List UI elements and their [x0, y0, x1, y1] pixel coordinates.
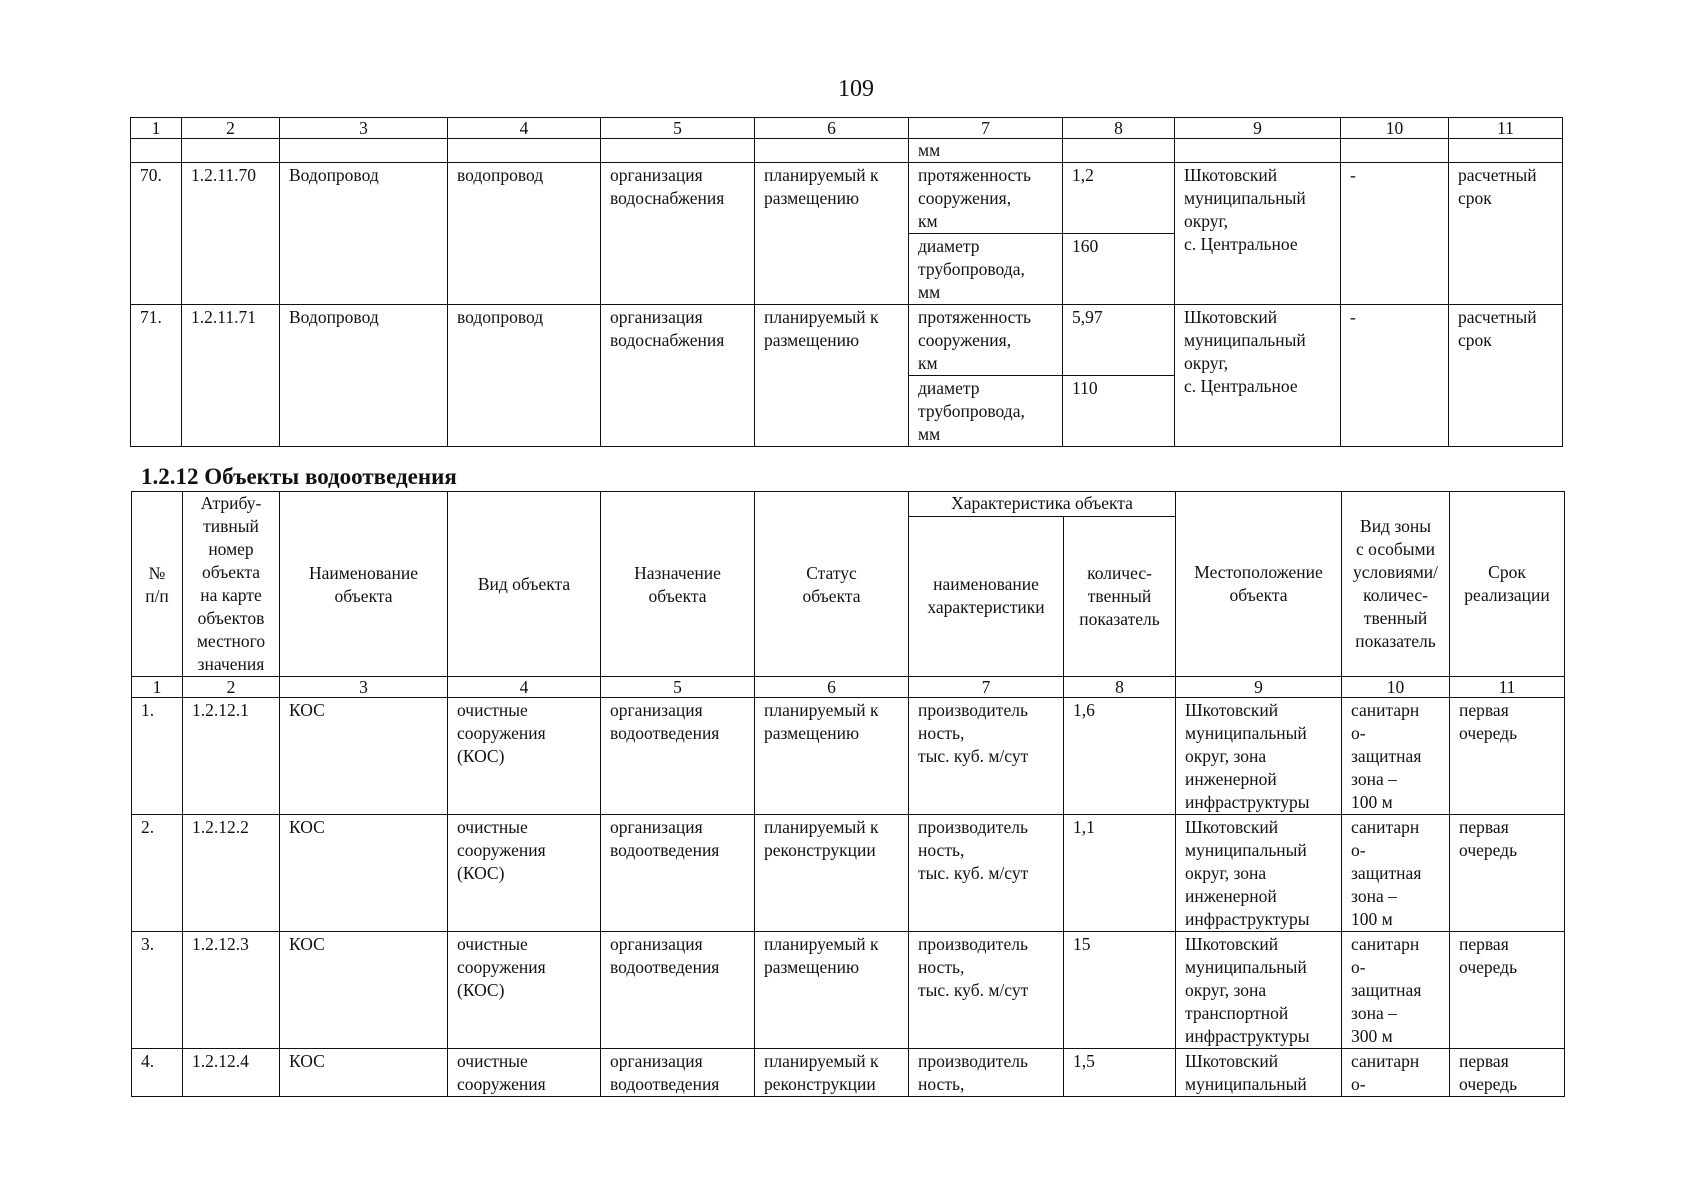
attribute-number: 1.2.11.71: [182, 305, 280, 447]
object-location: Шкотовский муниципальный округ, с. Центральное: [1175, 305, 1341, 447]
attribute-number: 1.2.12.4: [183, 1049, 280, 1097]
col-number: 9: [1175, 118, 1341, 139]
header-special-zone: Вид зоны с особыми условиями/ количес- твенный показатель: [1342, 492, 1450, 677]
header-characteristic-name: наименование характеристики: [909, 516, 1064, 676]
section-heading: 1.2.12 Объекты водоотведения: [141, 464, 457, 489]
object-location: Шкотовский муниципальный округ, зона инженерной инфраструктуры: [1176, 815, 1342, 932]
header-characteristic-value: количес- твенный показатель: [1064, 516, 1176, 676]
implementation-term: первая очередь: [1450, 1049, 1565, 1097]
column-number-row: [132, 677, 1565, 698]
object-purpose: организация водоотведения: [601, 932, 755, 1049]
col-number: 1: [132, 677, 183, 698]
table-cell: мм: [909, 139, 1063, 163]
col-number: 5: [601, 118, 755, 139]
object-status: планируемый к размещению: [755, 932, 909, 1049]
col-number: 6: [755, 118, 909, 139]
characteristic-value: 110: [1063, 376, 1175, 447]
header-object-purpose: Назначение объекта: [601, 492, 755, 677]
object-name: КОС: [280, 698, 448, 815]
object-purpose: организация водоснабжения: [601, 163, 755, 305]
row-number: 4.: [132, 1049, 183, 1097]
characteristic-value: 1,6: [1064, 698, 1176, 815]
header-location: Местоположение объекта: [1176, 492, 1342, 677]
special-zone: -: [1341, 305, 1449, 447]
header-number: № п/п: [132, 492, 183, 677]
object-location: Шкотовский муниципальный округ, зона транспортной инфраструктуры: [1176, 932, 1342, 1049]
object-location: Шкотовский муниципальный: [1176, 1049, 1342, 1097]
special-zone: санитарн о- защитная зона – 100 м: [1342, 815, 1450, 932]
object-kind: очистные сооружения (КОС): [448, 815, 601, 932]
object-purpose: организация водоотведения: [601, 815, 755, 932]
characteristic-name: протяженность сооружения, км: [909, 305, 1063, 376]
attribute-number: 1.2.12.2: [183, 815, 280, 932]
attribute-number: 1.2.11.70: [182, 163, 280, 305]
row-number: 71.: [131, 305, 182, 447]
object-name: КОС: [280, 932, 448, 1049]
header-object-name: Наименование объекта: [280, 492, 448, 677]
table-row: [132, 815, 1565, 932]
implementation-term: расчетный срок: [1449, 163, 1563, 305]
object-name: Водопровод: [280, 163, 448, 305]
col-number: 7: [909, 677, 1064, 698]
attribute-number: 1.2.12.3: [183, 932, 280, 1049]
table-row: [131, 163, 1563, 234]
object-status: планируемый к размещению: [755, 698, 909, 815]
col-number: 4: [448, 677, 601, 698]
col-number: 2: [182, 118, 280, 139]
characteristic-value: 1,5: [1064, 1049, 1176, 1097]
col-number: 8: [1064, 677, 1176, 698]
characteristic-value: 1,2: [1063, 163, 1175, 234]
object-status: планируемый к реконструкции: [755, 1049, 909, 1097]
water-supply-table: [130, 117, 1563, 447]
col-number: 5: [601, 677, 755, 698]
wastewater-table-body: [132, 698, 1565, 1097]
col-number: 10: [1342, 677, 1450, 698]
characteristic-name: производитель ность,: [909, 1049, 1064, 1097]
col-number: 8: [1063, 118, 1175, 139]
header-row: [132, 492, 1565, 517]
row-number: 1.: [132, 698, 183, 815]
column-number-row: [131, 118, 1563, 139]
attribute-number: 1.2.12.1: [183, 698, 280, 815]
header-attribute-number: Атрибу- тивный номер объекта на карте объектов местного значения: [183, 492, 280, 677]
header-object-status: Статус объекта: [755, 492, 909, 677]
implementation-term: расчетный срок: [1449, 305, 1563, 447]
col-number: 11: [1449, 118, 1563, 139]
header-characteristic-group: Характеристика объекта: [909, 492, 1176, 517]
header-object-kind: Вид объекта: [448, 492, 601, 677]
object-purpose: организация водоснабжения: [601, 305, 755, 447]
table-row: [132, 698, 1565, 815]
characteristic-value: 15: [1064, 932, 1176, 1049]
object-status: планируемый к реконструкции: [755, 815, 909, 932]
special-zone: санитарн о-: [1342, 1049, 1450, 1097]
characteristic-value: 5,97: [1063, 305, 1175, 376]
special-zone: санитарн о- защитная зона – 300 м: [1342, 932, 1450, 1049]
continued-row: [131, 139, 1563, 163]
col-number: 3: [280, 118, 448, 139]
object-location: Шкотовский муниципальный округ, с. Центральное: [1175, 163, 1341, 305]
object-name: Водопровод: [280, 305, 448, 447]
table-row: [132, 1049, 1565, 1097]
characteristic-name: диаметр трубопровода, мм: [909, 234, 1063, 305]
object-kind: водопровод: [448, 305, 601, 447]
col-number: 6: [755, 677, 909, 698]
col-number: 7: [909, 118, 1063, 139]
row-number: 70.: [131, 163, 182, 305]
characteristic-name: производитель ность, тыс. куб. м/сут: [909, 815, 1064, 932]
object-kind: очистные сооружения (КОС): [448, 932, 601, 1049]
header-implementation-term: Срок реализации: [1450, 492, 1565, 677]
col-number: 11: [1450, 677, 1565, 698]
col-number: 2: [183, 677, 280, 698]
col-number: 9: [1176, 677, 1342, 698]
object-kind: очистные сооружения: [448, 1049, 601, 1097]
object-name: КОС: [280, 815, 448, 932]
row-number: 3.: [132, 932, 183, 1049]
object-status: планируемый к размещению: [755, 163, 909, 305]
table-row: [131, 305, 1563, 376]
object-kind: очистные сооружения (КОС): [448, 698, 601, 815]
characteristic-name: производитель ность, тыс. куб. м/сут: [909, 932, 1064, 1049]
special-zone: санитарн о- защитная зона – 100 м: [1342, 698, 1450, 815]
page-number: 109: [838, 76, 874, 102]
characteristic-name: диаметр трубопровода, мм: [909, 376, 1063, 447]
object-purpose: организация водоотведения: [601, 1049, 755, 1097]
characteristic-name: производитель ность, тыс. куб. м/сут: [909, 698, 1064, 815]
special-zone: -: [1341, 163, 1449, 305]
characteristic-value: 1,1: [1064, 815, 1176, 932]
object-status: планируемый к размещению: [755, 305, 909, 447]
characteristic-value: 160: [1063, 234, 1175, 305]
table-row: [132, 932, 1565, 1049]
col-number: 3: [280, 677, 448, 698]
object-location: Шкотовский муниципальный округ, зона инженерной инфраструктуры: [1176, 698, 1342, 815]
object-kind: водопровод: [448, 163, 601, 305]
col-number: 10: [1341, 118, 1449, 139]
implementation-term: первая очередь: [1450, 698, 1565, 815]
characteristic-name: протяженность сооружения, км: [909, 163, 1063, 234]
wastewater-table: [131, 491, 1565, 1097]
col-number: 4: [448, 118, 601, 139]
implementation-term: первая очередь: [1450, 932, 1565, 1049]
object-purpose: организация водоотведения: [601, 698, 755, 815]
implementation-term: первая очередь: [1450, 815, 1565, 932]
row-number: 2.: [132, 815, 183, 932]
col-number: 1: [131, 118, 182, 139]
object-name: КОС: [280, 1049, 448, 1097]
